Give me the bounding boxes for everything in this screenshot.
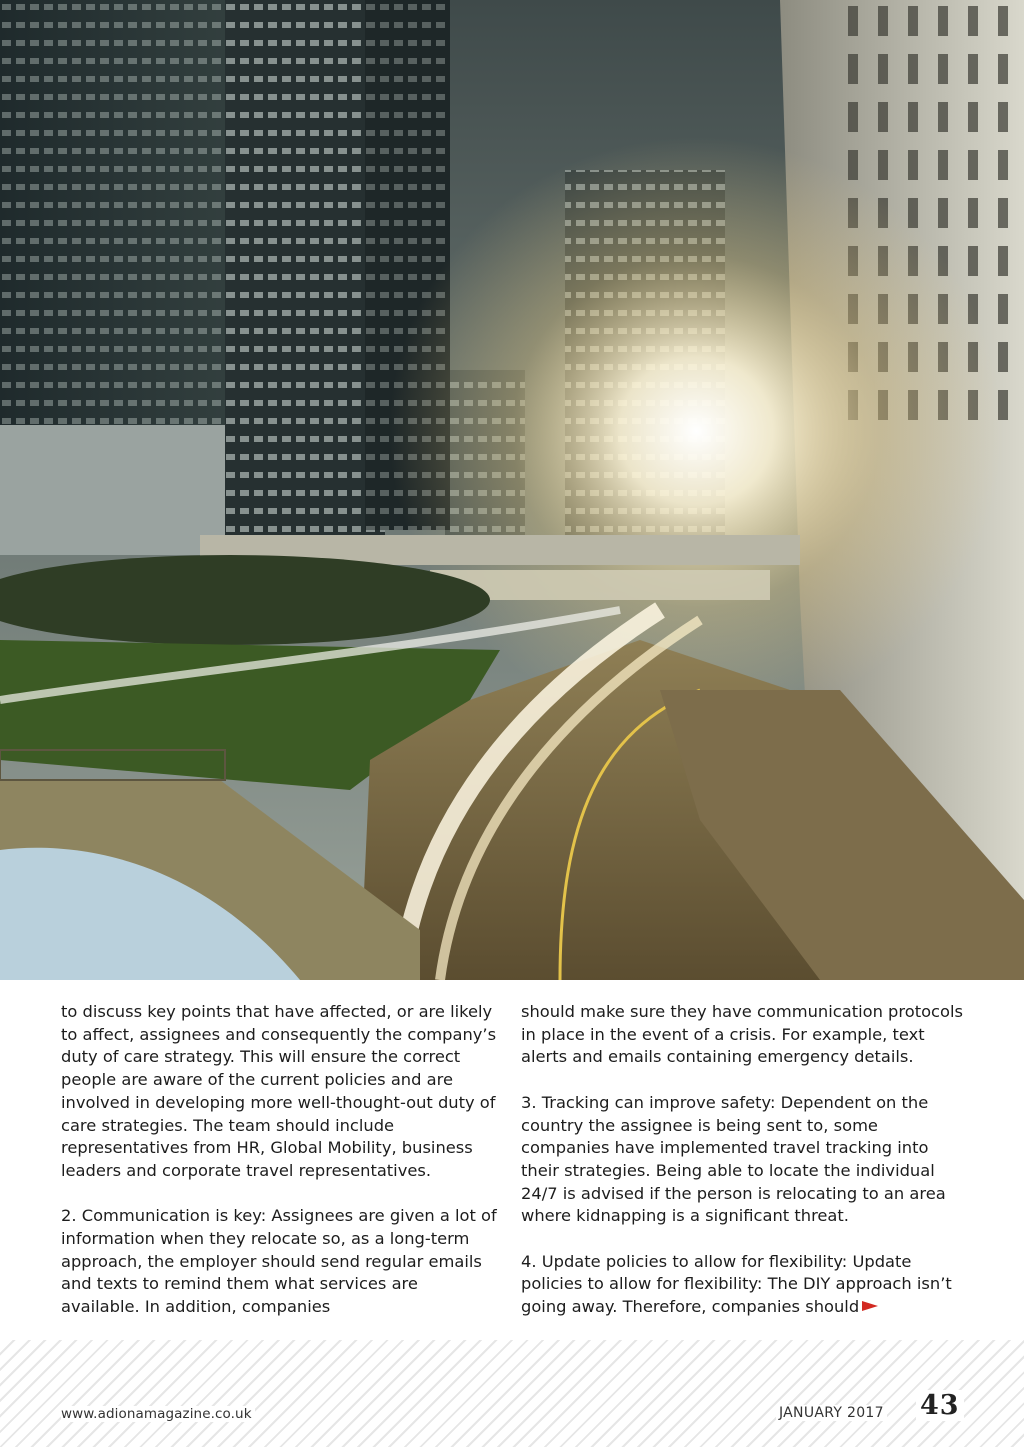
paragraph: to discuss key points that have affected, or are likely to affect, assignees and consequently the company’s duty of care strategy. This will ensure the correct people are aware of the current policies and are involved in developing more well-thought-out duty of care strategies. The team should include representatives from HR, Global Mobility, business leaders and corporate travel representatives. [61,1002,497,1180]
page-number: 43 [916,1390,964,1421]
paragraph-text: 4. Update policies to allow for flexibility: Update policies to allow for flexibility: The DIY approach isn’t going away. Therefore, companies should [521,1251,952,1317]
paragraph-with-continue [521,1251,966,1319]
article-column-right [521,1001,966,1319]
continue-arrow-icon [862,1301,878,1311]
paragraph: 2. Communication is key: Assignees are given a lot of information when they relocate so, as a long-term approach, the employer should send regular emails and texts to remind them what services are available. In addition, companies [61,1206,497,1317]
footer-hatch-pattern [0,1340,1024,1447]
paragraph: should make sure they have communication protocols in place in the event of a crisis. For example, text alerts and emails containing emergency details. [521,1002,963,1067]
footer-issue-date: JANUARY 2017 [776,1405,887,1421]
paragraph: 3. Tracking can improve safety: Dependent on the country the assignee is being sent to, some companies have implemented travel tracking into their strategies. Being able to locate the individual 24/7 is advised if the person is relocating to an area where kidnapping is a significant threat. [521,1092,946,1226]
footer-website-link[interactable]: www.adionamagazine.co.uk [61,1406,255,1422]
article-column-left [61,1001,501,1319]
